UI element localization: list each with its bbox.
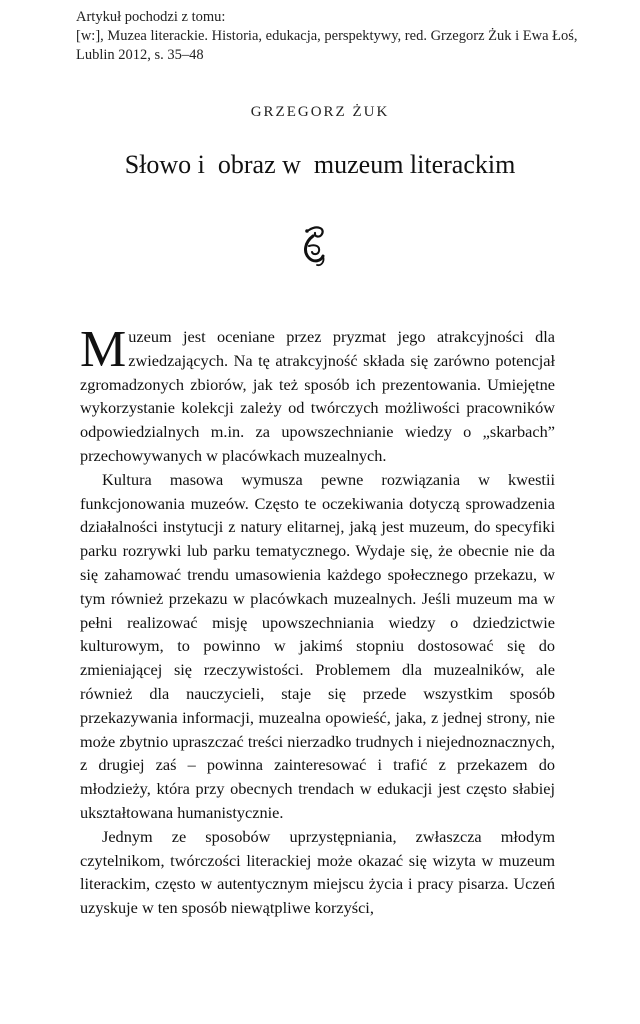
article-title: Słowo i obraz w muzeum literackim — [124, 150, 516, 179]
paragraph-2: Kultura masowa wymusza pewne rozwiązania w kwestii funkcjonowania muzeów. Często te oczekiwania dotyczą sprowadzenia działalności instytucji z natury elitarnej, jaką jest muzeum, do specyfiki parku rozrywki lub parku tematycznego. Wydaje się, że obecnie nie da się zahamować trendu umasowienia każdego społecznego przekazu, w tym również przekazu w placówkach muzealnych. Jeśli muzeum ma w pełni realizować misję upowszechniania wiedzy o dziedzictwie kulturowym, to powinno w jakimś stopniu dostosować się do zmieniającej się rzeczywistości. Problemem dla muzealników, ale również dla nauczycieli, staje się przede wszystkim sposób przekazywania informacji, muzealna opowieść, jaka, z jednej strony, nie może zbytnio upraszczać treści nierzadko trudnych i niejednoznacznych, z drugiej zaś – powinna zainteresować i trafić z przekazem do młodzieży, która przy obecnych trendach w edukacji jest często słabiej ukształtowana humanistycznie. — [80, 469, 555, 822]
source-note-line-3: Lublin 2012, s. 35–48 — [76, 47, 204, 63]
paragraph-3: Jednym ze sposobów uprzystępniania, zwłaszcza młodym czytelnikom, twórczości literackiej może okazać się wizyta w muzeum literackim, często w autentycznym miejscu życia i pracy pisarza. Uczeń uzyskuje w ten sposób niewątpliwe korzyści, — [80, 826, 555, 918]
source-note-line-1: Artykuł pochodzi z tomu: — [76, 9, 226, 25]
article-body — [80, 321, 555, 920]
paragraph-1 — [80, 321, 555, 468]
drop-cap: M — [80, 321, 127, 378]
source-note-line-2: [w:], Muzea literackie. Historia, edukacja, perspektywy, red. Grzegorz Żuk i Ewa Łoś, — [76, 28, 578, 44]
fleuron-ornament-icon — [295, 222, 335, 272]
paragraph-1-text: uzeum jest oceniane przez pryzmat jego atrakcyjności dla zwiedzających. Na tę atrakcyjność składa się zarówno potencjał zgromadzonych zbiorów, jak też sposób ich prezentowania. Umiejętne wykorzystanie kolekcji zależy od twórczych możliwości pracowników odpowiedzialnych m.in. za upowszechnianie wiedzy o „skarbach” przechowywanych w placówkach muzealnych. — [80, 327, 555, 465]
author-name: GRZEGORZ ŻUK — [250, 104, 390, 120]
source-note — [76, 8, 632, 65]
